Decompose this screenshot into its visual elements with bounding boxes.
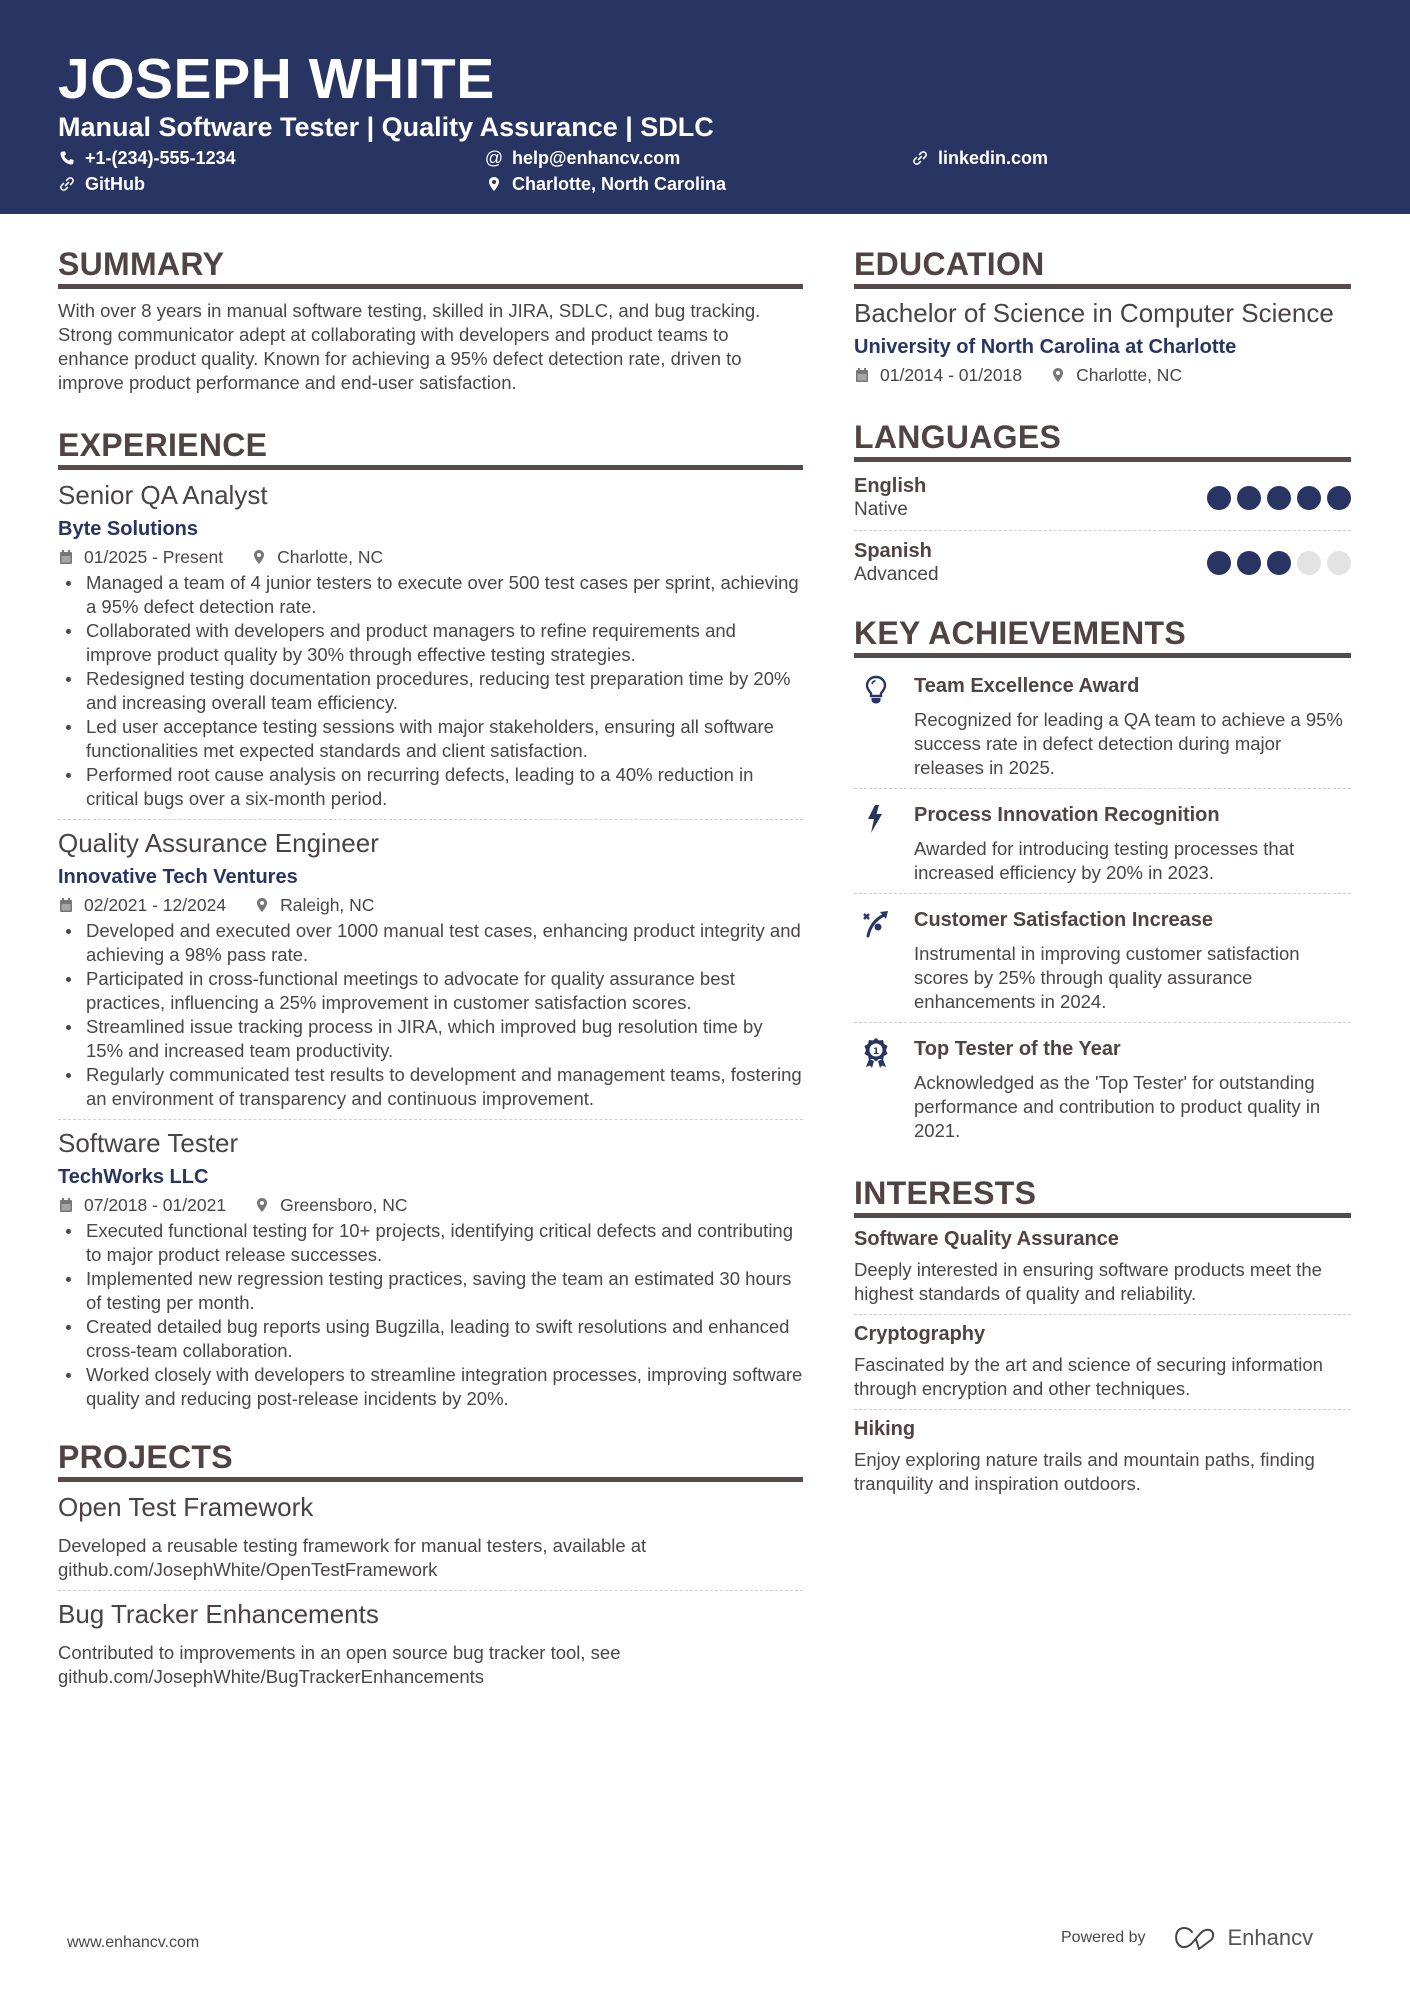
- bullet: Executed functional testing for 10+ projects, identifying critical defects and contributing to major product release successes.: [58, 1219, 803, 1267]
- contact-email[interactable]: @ help@enhancv.com: [484, 148, 681, 168]
- job-bullets: [58, 919, 803, 1111]
- project-description: Contributed to improvements in an open source bug tracker tool, see github.com/JosephWhite/BugTrackerEnhancements: [58, 1642, 621, 1687]
- job-entry: [58, 1126, 803, 1411]
- divider: [58, 819, 803, 820]
- job-entry: [58, 826, 803, 1111]
- divider: [58, 1119, 803, 1120]
- interest-item: [854, 1226, 1351, 1306]
- achievement-description: Acknowledged as the 'Top Tester' for outstanding performance and contribution to product quality in 2021.: [914, 1072, 1321, 1141]
- achievement-description: Instrumental in improving customer satisfaction scores by 25% through quality assurance enhancements in 2024.: [914, 943, 1300, 1012]
- rating-dot-filled: [1267, 551, 1291, 575]
- enhancv-logo-icon: [1172, 1925, 1220, 1951]
- bullet: Performed root cause analysis on recurring defects, leading to a 40% reduction in critical bugs over a six-month period.: [58, 763, 803, 811]
- powered-by-label: Powered by: [1061, 1929, 1146, 1946]
- rating-dot-filled: [1297, 486, 1321, 510]
- divider: [58, 1590, 803, 1591]
- job-meta: 02/2021 - 12/2024 Raleigh, NC: [58, 893, 803, 917]
- section-heading: SUMMARY: [58, 244, 803, 289]
- phone-icon: [58, 149, 76, 167]
- rating-dot-empty: [1297, 551, 1321, 575]
- map-pin-icon: [1050, 367, 1066, 383]
- education-meta: 01/2014 - 01/2018 Charlotte, NC: [854, 363, 1351, 387]
- bullet: Participated in cross-functional meetings to advocate for quality assurance best practices, influencing a 25% improvement in customer satisfaction scores.: [58, 967, 803, 1015]
- interest-item: [854, 1416, 1351, 1496]
- interest-title: Software Quality Assurance: [854, 1228, 1119, 1250]
- project-title: Bug Tracker Enhancements: [58, 1599, 379, 1629]
- footer-website-link[interactable]: www.enhancv.com: [67, 1934, 200, 1951]
- section-heading: INTERESTS: [854, 1173, 1351, 1218]
- interest-description: Enjoy exploring nature trails and mountain paths, finding tranquility and inspiration outdoors.: [854, 1449, 1315, 1494]
- achievement-description: Awarded for introducing testing processes that increased efficiency by 20% in 2023.: [914, 838, 1295, 883]
- footer-branding[interactable]: [1061, 1925, 1313, 1951]
- rating-dot-filled: [1207, 551, 1231, 575]
- link-icon: [911, 149, 929, 167]
- svg-text:1: 1: [872, 1047, 880, 1057]
- rating-dot-filled: [1207, 486, 1231, 510]
- interest-title: Hiking: [854, 1418, 916, 1440]
- summary-section: [58, 244, 803, 395]
- job-entry: [58, 478, 803, 811]
- language-item: [854, 470, 1351, 524]
- achievement-item: [854, 795, 1351, 885]
- language-level: Advanced: [854, 564, 939, 585]
- summary-text: With over 8 years in manual software testing, skilled in JIRA, SDLC, and bug tracking. Strong communicator adept at collaborating with developers and product teams to enhance product quality. Known for achieving a 95% defect detection rate, driven to improve product performance and end-user satisfaction.: [58, 300, 761, 393]
- divider: [854, 788, 1351, 789]
- projects-section: [58, 1437, 803, 1689]
- project-entry: [58, 1490, 803, 1582]
- divider: [854, 893, 1351, 894]
- project-entry: [58, 1597, 803, 1689]
- job-meta: 01/2025 - Present Charlotte, NC: [58, 545, 803, 569]
- education-section: [854, 244, 1351, 387]
- calendar-icon: [58, 1197, 74, 1213]
- calendar-icon: [854, 367, 870, 383]
- left-column: [58, 244, 803, 1717]
- contact-linkedin[interactable]: linkedin.com: [911, 146, 1048, 170]
- achievement-title: Process Innovation Recognition: [914, 804, 1220, 826]
- proficiency-rating: [1207, 486, 1351, 510]
- divider: [854, 1022, 1351, 1023]
- job-meta: 07/2018 - 01/2021 Greensboro, NC: [58, 1193, 803, 1217]
- company-name: Innovative Tech Ventures: [58, 866, 298, 888]
- bullet: Implemented new regression testing practices, saving the team an estimated 30 hours of testing per month.: [58, 1267, 803, 1315]
- school-name: University of North Carolina at Charlotte: [854, 336, 1237, 358]
- interest-title: Cryptography: [854, 1323, 986, 1345]
- bullet: Led user acceptance testing sessions with major stakeholders, ensuring all software functionalities met expected standards and client satisfaction.: [58, 715, 803, 763]
- job-title: Quality Assurance Engineer: [58, 828, 379, 858]
- achievements-section: [854, 613, 1351, 1143]
- candidate-title: Manual Software Tester | Quality Assurance | SDLC: [58, 112, 714, 142]
- interest-item: [854, 1321, 1351, 1401]
- map-pin-icon: [254, 897, 270, 913]
- bullet: Developed and executed over 1000 manual test cases, enhancing product integrity and achieving a 98% pass rate.: [58, 919, 803, 967]
- company-name: Byte Solutions: [58, 518, 199, 540]
- achievement-item: [854, 666, 1351, 780]
- language-item: [854, 535, 1351, 589]
- project-description: Developed a reusable testing framework for manual testers, available at github.com/JosephWhite/OpenTestFramework: [58, 1535, 647, 1580]
- language-level: Native: [854, 499, 908, 520]
- achievement-title: Customer Satisfaction Increase: [914, 909, 1213, 931]
- at-icon: @: [484, 148, 504, 168]
- candidate-name: JOSEPH WHITE: [58, 47, 495, 111]
- right-column: [854, 244, 1351, 1524]
- achievement-description: Recognized for leading a QA team to achieve a 95% success rate in defect detection during major releases in 2025.: [914, 709, 1343, 778]
- experience-section: [58, 425, 803, 1411]
- resume-header: [0, 0, 1410, 214]
- rating-dot-empty: [1327, 551, 1351, 575]
- map-pin-icon: [254, 1197, 270, 1213]
- bullet: Regularly communicated test results to development and management teams, fostering an environment of transparency and continuous improvement.: [58, 1063, 803, 1111]
- contact-phone[interactable]: +1-(234)-555-1234: [58, 146, 236, 170]
- section-heading: PROJECTS: [58, 1437, 803, 1482]
- language-name: Spanish: [854, 540, 932, 562]
- rating-dot-filled: [1237, 486, 1261, 510]
- job-bullets: [58, 1219, 803, 1411]
- achievement-title: Team Excellence Award: [914, 675, 1140, 697]
- job-title: Software Tester: [58, 1128, 239, 1158]
- interests-section: [854, 1173, 1351, 1496]
- achievement-item: [854, 900, 1351, 1014]
- section-heading: KEY ACHIEVEMENTS: [854, 613, 1351, 658]
- section-heading: EDUCATION: [854, 244, 1351, 289]
- contact-github[interactable]: GitHub: [58, 172, 145, 196]
- bullet: Created detailed bug reports using Bugzilla, leading to swift resolutions and enhanced cross-team collaboration.: [58, 1315, 803, 1363]
- interest-description: Fascinated by the art and science of securing information through encryption and other techniques.: [854, 1354, 1323, 1399]
- enhancv-brand-name: Enhancv: [1227, 1925, 1314, 1950]
- proficiency-rating: [1207, 551, 1351, 575]
- bullet: Collaborated with developers and product managers to refine requirements and improve product quality by 30% through effective testing strategies.: [58, 619, 803, 667]
- project-title: Open Test Framework: [58, 1492, 314, 1522]
- strategy-icon: [854, 906, 914, 1014]
- bullet: Managed a team of 4 junior testers to execute over 500 test cases per sprint, achieving a 95% defect detection rate.: [58, 571, 803, 619]
- lightbulb-icon: [854, 672, 914, 780]
- job-title: Senior QA Analyst: [58, 480, 268, 510]
- contact-location: Charlotte, North Carolina: [485, 172, 726, 196]
- calendar-icon: [58, 897, 74, 913]
- bullet: Redesigned testing documentation procedures, reducing test preparation time by 20% and increasing overall team efficiency.: [58, 667, 803, 715]
- divider: [854, 1409, 1351, 1410]
- link-icon: [58, 175, 76, 193]
- map-pin-icon: [251, 549, 267, 565]
- calendar-icon: [58, 549, 74, 565]
- languages-section: [854, 417, 1351, 589]
- achievement-title: Top Tester of the Year: [914, 1038, 1121, 1060]
- interest-description: Deeply interested in ensuring software products meet the highest standards of quality and reliability.: [854, 1259, 1322, 1304]
- award-ribbon-icon: [854, 1035, 914, 1143]
- divider: [854, 530, 1351, 531]
- section-heading: LANGUAGES: [854, 417, 1351, 462]
- language-name: English: [854, 475, 927, 497]
- bullet: Streamlined issue tracking process in JIRA, which improved bug resolution time by 15% and increased team productivity.: [58, 1015, 803, 1063]
- job-bullets: [58, 571, 803, 811]
- achievement-item: [854, 1029, 1351, 1143]
- rating-dot-filled: [1267, 486, 1291, 510]
- bullet: Worked closely with developers to streamline integration processes, improving software quality and reducing post-release incidents by 20%.: [58, 1363, 803, 1411]
- rating-dot-filled: [1237, 551, 1261, 575]
- lightning-bolt-icon: [854, 801, 914, 885]
- degree: Bachelor of Science in Computer Science: [854, 298, 1334, 328]
- section-heading: EXPERIENCE: [58, 425, 803, 470]
- company-name: TechWorks LLC: [58, 1166, 209, 1188]
- map-pin-icon: [485, 175, 503, 193]
- rating-dot-filled: [1327, 486, 1351, 510]
- divider: [854, 1314, 1351, 1315]
